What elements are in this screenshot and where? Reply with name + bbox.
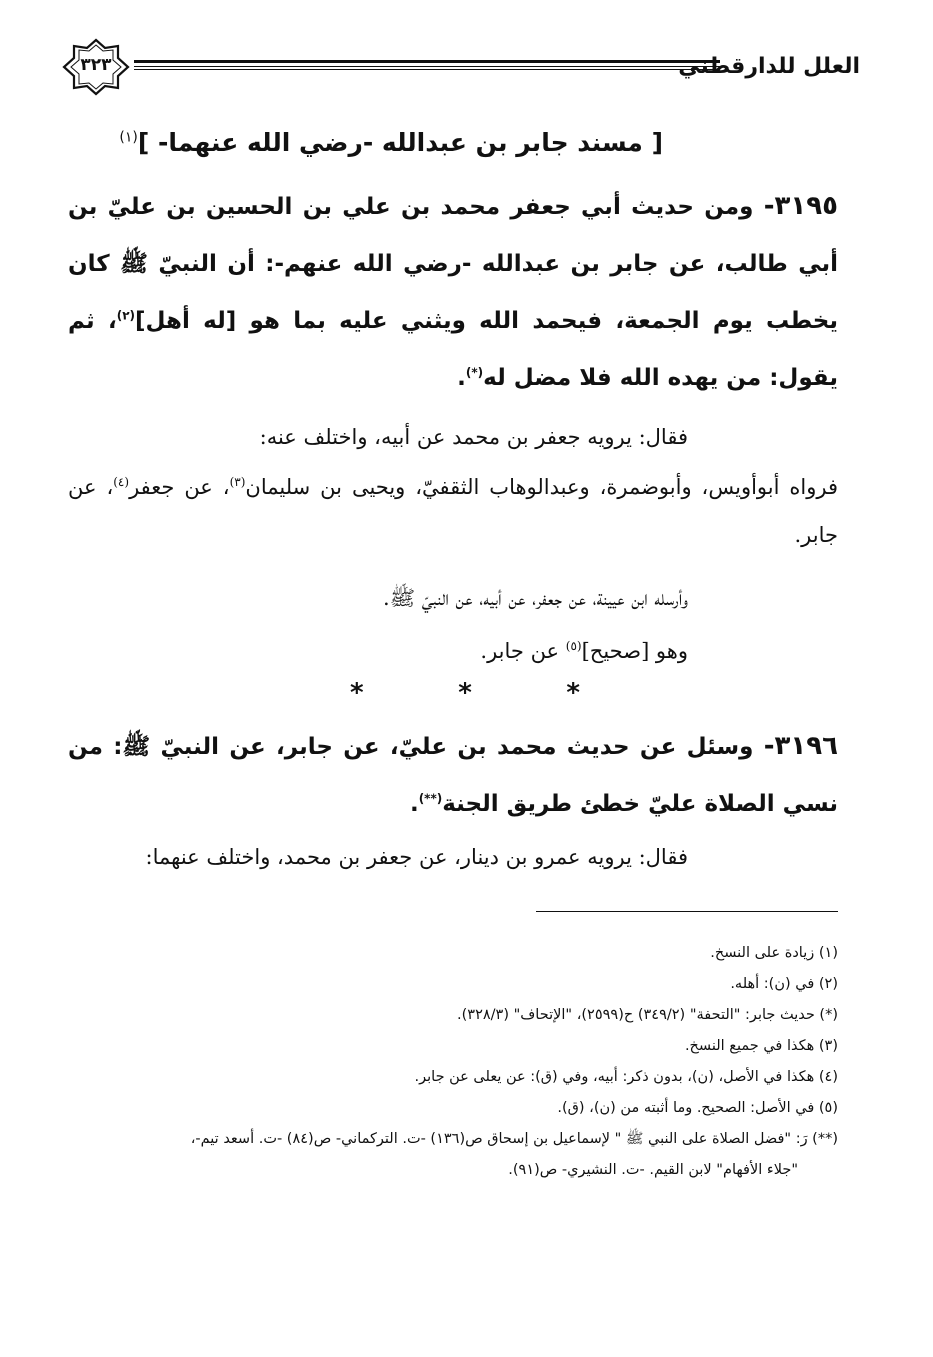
footnote-ref: (٤) xyxy=(113,475,130,489)
entry-text: ومن حديث أبي جعفر محمد بن علي بن الحسين بن عليّ بن أبي طالب، عن جابر بن عبدالله -رضي الله عنهم-: أن النبيّ ﷺ كان يخطب يوم الجمعة، فيحمد الله ويثني عليه بما هو [له أهل] xyxy=(68,194,838,334)
footnote-ref: (**) xyxy=(418,791,443,806)
commentary-text: ، عن جعفر xyxy=(129,475,230,499)
entry-text: . xyxy=(409,791,419,817)
commentary-text: ، عن جابر. xyxy=(68,475,838,547)
commentary-text: عن جابر. xyxy=(480,639,566,663)
footnote: (**) رَ: "فضل الصلاة على النبي ﷺ " لإسماعيل بن إسحاق ص(١٣٦) -ت. التركماني- ص(٨٤) -ت. أسعد تيم-، xyxy=(190,1131,838,1147)
footnote-ref: (٥) xyxy=(565,639,582,653)
commentary-text: وهو [صحيح] xyxy=(581,639,688,663)
footnote-ref: (٣) xyxy=(229,475,246,489)
footnote-continuation: "جلاء الأفهام" لابن القيم. -ت. النشيري- ص(٩١). xyxy=(508,1162,798,1178)
footnotes xyxy=(55,938,838,1186)
entry-number: ٣١٩٦- xyxy=(763,731,838,761)
entry-text: وسئل عن حديث محمد بن عليّ، عن جابر، عن النبيّ ﷺ: من نسي الصلاة عليّ خطئ طريق الجنة xyxy=(68,734,838,817)
footnote-ref: (٢) xyxy=(116,308,135,323)
commentary-paragraph xyxy=(68,463,838,559)
footnote-ref: (١) xyxy=(119,129,138,146)
book-title: العلل للدارقطني xyxy=(678,54,860,79)
footnote-ref: (*) xyxy=(465,365,484,380)
entry-number: ٣١٩٥- xyxy=(763,191,838,221)
footnote: (*) حديث جابر: "التحفة" (٣٤٩/٢) ح(٢٥٩٩)، "الإتحاف" (٣٢٨/٣). xyxy=(457,1007,838,1023)
separator-star: * xyxy=(350,678,364,708)
commentary-paragraph: فقال: يرويه جعفر بن محمد عن أبيه، واختلف عنه: xyxy=(259,425,688,449)
entry-text: . xyxy=(457,365,466,391)
entry-3195-text xyxy=(68,178,838,407)
footnote: (٥) في الأصل: الصحيح. وما أثبته من (ن)، (ق). xyxy=(557,1100,838,1116)
entry-text: ، ثم يقول: من يهده الله فلا مضل له xyxy=(68,308,838,391)
footnote-divider xyxy=(536,911,838,912)
footnote: (١) زيادة على النسخ. xyxy=(710,945,838,961)
entry-3196-text xyxy=(68,718,838,833)
footnote: (٢) في (ن): أهله. xyxy=(730,976,838,992)
commentary-paragraph: فقال: يرويه عمرو بن دينار، عن جعفر بن محمد، واختلف عنهما: xyxy=(145,845,688,869)
commentary-paragraph: وأرسله ابن عيينة، عن جعفر، عن أبيه، عن النبيّ ﷺ. xyxy=(383,586,688,610)
commentary-paragraph xyxy=(68,627,838,675)
footnote: (٤) هكذا في الأصل، (ن)، بدون ذكر: أبيه، وفي (ق): عن يعلى عن جابر. xyxy=(414,1069,838,1085)
footnote: (٣) هكذا في جميع النسخ. xyxy=(684,1038,838,1054)
page-number-badge xyxy=(60,38,132,96)
separator-star: * xyxy=(458,678,472,708)
section-heading xyxy=(119,128,663,157)
section-heading-text: [ مسند جابر بن عبدالله -رضي الله عنهما- ] xyxy=(137,128,663,157)
section-separator xyxy=(350,678,580,708)
separator-star: * xyxy=(566,678,580,708)
header-rule xyxy=(134,60,720,70)
page-header xyxy=(60,38,860,98)
commentary-text: فرواه أبوأويس، وأبوضمرة، وعبدالوهاب الثقفيّ، ويحيى بن سليمان xyxy=(245,475,838,499)
page-number: ٣٢٣ xyxy=(80,55,112,75)
